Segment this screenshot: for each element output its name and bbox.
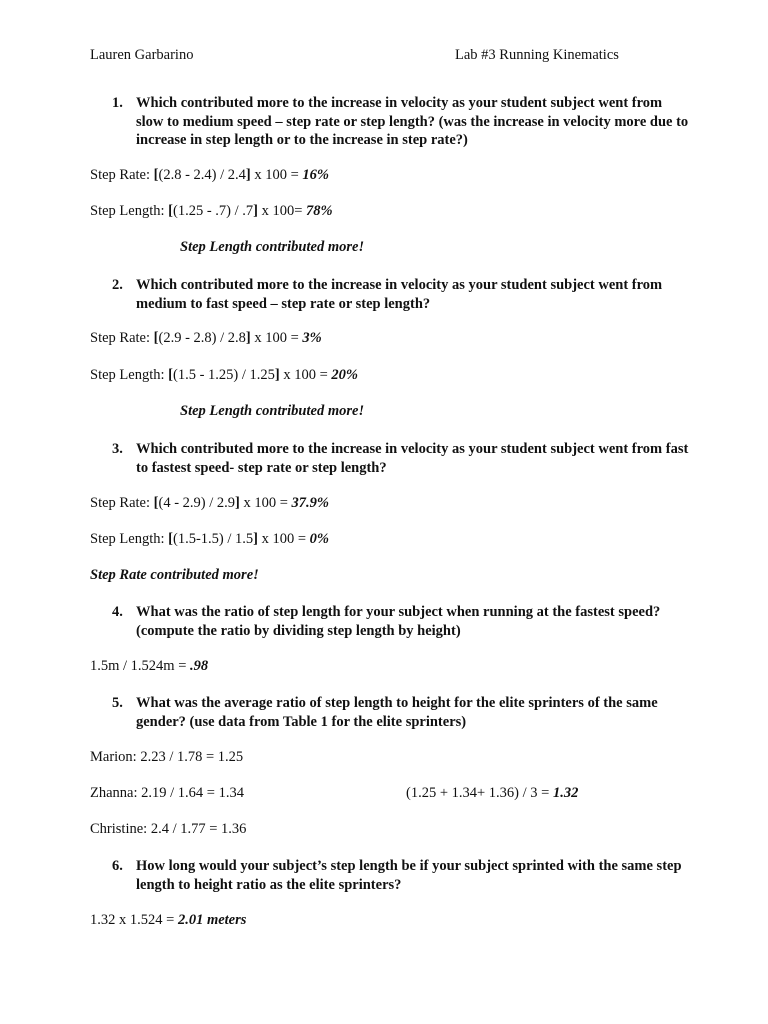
question-1: [112, 94, 692, 150]
question-number: 5.: [112, 695, 123, 711]
q5-average: [406, 785, 578, 802]
step-rate-tail: x 100 =: [250, 330, 303, 346]
step-rate-label: Step Rate:: [90, 495, 154, 511]
ratio-calculation: 1.5m / 1.524m =: [90, 658, 191, 674]
bracket-close: ]: [253, 203, 258, 219]
step-rate-result: 37.9%: [291, 495, 329, 511]
bracket-open: [: [153, 495, 159, 511]
lab-title: Lab #3 Running Kinematics: [455, 47, 619, 63]
step-rate-label: Step Rate:: [90, 330, 154, 346]
bracket-open: [: [168, 367, 173, 383]
step-length-result: 0%: [309, 531, 329, 547]
bracket-close: ]: [235, 495, 240, 511]
question-text: Which contributed more to the increase in velocity as your student subject went from medium to fast speed – step rate or step length?: [136, 277, 663, 312]
q1-step-length: [90, 203, 333, 220]
step-rate-tail: x 100 =: [239, 495, 292, 511]
step-length-result: 20%: [331, 367, 358, 383]
average-result: 1.32: [552, 785, 579, 801]
q4-answer: [90, 658, 208, 675]
question-number: 4.: [112, 604, 123, 620]
bracket-close: ]: [253, 531, 258, 547]
question-text: What was the ratio of step length for your subject when running at the fastest speed? (compute the ratio by dividing step length by height): [136, 604, 661, 639]
question-6: [112, 857, 692, 894]
q2-step-length: [90, 367, 358, 384]
step-rate-label: Step Rate:: [90, 167, 154, 183]
question-number: 2.: [112, 277, 123, 293]
q5-christine: Christine: 2.4 / 1.77 = 1.36: [90, 821, 247, 837]
question-3: [112, 440, 692, 477]
step-length-expression: (1.5-1.5) / 1.5: [172, 531, 254, 547]
author-name: Lauren Garbarino: [90, 47, 194, 63]
question-text: Which contributed more to the increase in velocity as your student subject went from fast to fastest speed- step rate or step length?: [136, 441, 689, 476]
q3-conclusion: Step Rate contributed more!: [90, 567, 259, 583]
question-text: What was the average ratio of step length to height for the elite sprinters of the same gender? (use data from Table 1 for the elite sprinters): [136, 695, 658, 730]
q3-step-length: [90, 531, 329, 548]
step-length-result: 78%: [306, 203, 333, 219]
step-rate-tail: x 100 =: [250, 167, 303, 183]
step-length-calculation: 1.32 x 1.524 =: [90, 912, 178, 928]
bracket-open: [: [153, 330, 159, 346]
bracket-open: [: [168, 203, 173, 219]
q3-step-rate: [90, 495, 329, 512]
step-length-expression: (1.25 - .7) / .7: [172, 203, 254, 219]
question-5: [112, 694, 692, 731]
step-length-tail: x 100 =: [279, 367, 332, 383]
bracket-close: ]: [245, 167, 251, 183]
q6-answer: [90, 912, 246, 929]
question-text: How long would your subject’s step length be if your subject sprinted with the same step length to height ratio as the elite sprinters?: [136, 858, 682, 893]
q1-step-rate: [90, 167, 329, 184]
q2-conclusion: Step Length contributed more!: [180, 403, 365, 419]
average-calculation: (1.25 + 1.34+ 1.36) / 3 =: [406, 785, 553, 801]
question-text: Which contributed more to the increase in velocity as your student subject went from slow to medium speed – step rate or step length? (was the increase in velocity more due to increase in step length or to the increase in step rate?): [136, 95, 689, 148]
q5-marion: Marion: 2.23 / 1.78 = 1.25: [90, 749, 244, 765]
step-length-label: Step Length:: [90, 203, 169, 219]
question-number: 3.: [112, 441, 123, 457]
step-length-tail: x 100 =: [257, 531, 310, 547]
question-number: 1.: [112, 95, 123, 111]
bracket-close: ]: [245, 330, 251, 346]
question-4: [112, 603, 692, 640]
step-length-label: Step Length:: [90, 367, 169, 383]
q2-step-rate: [90, 330, 322, 347]
step-rate-expression: (2.9 - 2.8) / 2.8: [158, 330, 246, 346]
ratio-result: .98: [190, 658, 209, 674]
q1-conclusion: Step Length contributed more!: [180, 239, 365, 255]
step-rate-expression: (2.8 - 2.4) / 2.4: [158, 167, 246, 183]
step-length-label: Step Length:: [90, 531, 169, 547]
step-length-answer: 2.01 meters: [177, 912, 247, 928]
step-length-expression: (1.5 - 1.25) / 1.25: [172, 367, 275, 383]
step-rate-result: 16%: [302, 167, 329, 183]
bracket-open: [: [168, 531, 173, 547]
question-2: [112, 276, 692, 313]
bracket-open: [: [153, 167, 159, 183]
step-rate-result: 3%: [302, 330, 322, 346]
q5-zhanna: Zhanna: 2.19 / 1.64 = 1.34: [90, 785, 244, 801]
step-rate-expression: (4 - 2.9) / 2.9: [158, 495, 235, 511]
bracket-close: ]: [274, 367, 280, 383]
step-length-tail: x 100=: [257, 203, 307, 219]
question-number: 6.: [112, 858, 123, 874]
